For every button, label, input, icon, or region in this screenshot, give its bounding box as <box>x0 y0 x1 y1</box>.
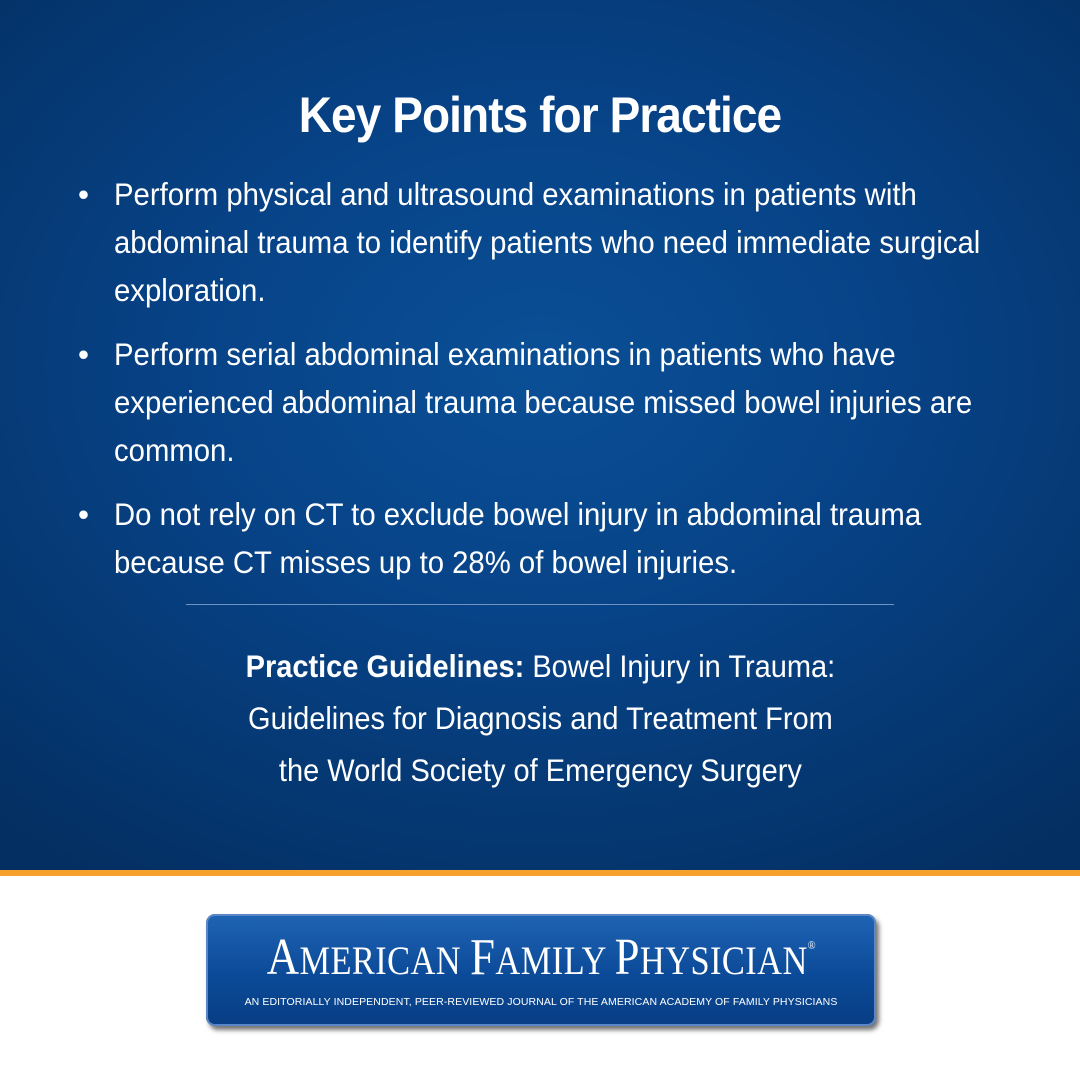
key-point-1 <box>78 170 998 314</box>
key-point-text: Perform serial abdominal examinations in patients who have experienced abdominal trauma because missed bowel injuries are common. <box>114 336 973 468</box>
guideline-title-line-2: Guidelines for Diagnosis and Treatment From <box>247 700 833 736</box>
practice-guidelines-citation <box>0 640 1080 796</box>
key-point-3 <box>78 490 998 586</box>
registered-mark: ® <box>807 938 816 952</box>
key-point-text: Perform physical and ultrasound examinations in patients with abdominal trauma to identify patients who need immediate surgical exploration. <box>114 176 981 308</box>
bullet-icon: • <box>78 336 90 372</box>
section-divider <box>186 604 894 605</box>
bullet-icon: • <box>78 176 90 212</box>
key-point-text: Do not rely on CT to exclude bowel injury in abdominal trauma because CT misses up to 28% of bowel injuries. <box>114 496 922 580</box>
journal-name: AMERICAN FAMILY PHYSICIAN® <box>266 929 816 986</box>
orange-accent-rule <box>0 870 1080 876</box>
panel-title: Key Points for Practice <box>298 87 782 143</box>
guideline-title-line-1: Bowel Injury in Trauma: <box>531 648 835 684</box>
bullet-icon: • <box>78 496 90 532</box>
key-point-2 <box>78 330 998 474</box>
journal-tagline: AN EDITORIALLY INDEPENDENT, PEER-REVIEWED JOURNAL OF THE AMERICAN ACADEMY OF FAMILY PHYSICIANS <box>244 996 838 1008</box>
afp-logo <box>206 914 876 1026</box>
guideline-label: Practice Guidelines: <box>245 648 524 684</box>
guideline-title-line-3: the World Society of Emergency Surgery <box>278 752 802 788</box>
